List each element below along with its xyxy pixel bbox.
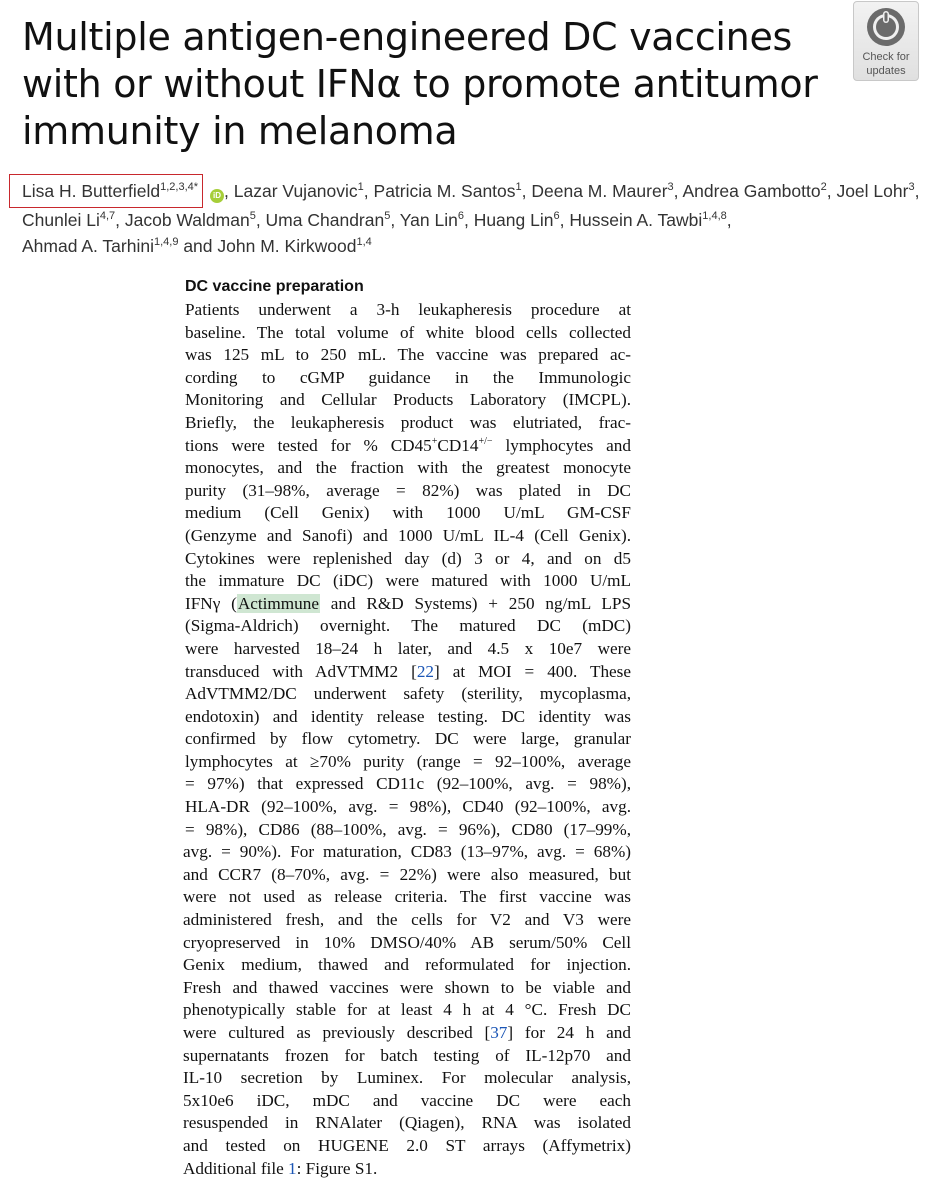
title-line: with or without IFNα to promote antitumor [22, 62, 818, 106]
text-fragment: ] for 24 h and [507, 1023, 631, 1042]
author-name[interactable]: Andrea Gambotto [682, 181, 821, 201]
text-line: (Sigma-Aldrich) overnight. The matured DC (mDC) [185, 616, 631, 636]
text-line [183, 1022, 631, 1045]
text-line: Cytokines were replenished day (d) 3 or 4, and on d5 [185, 548, 631, 568]
author-affiliation: 4,7 [99, 210, 116, 222]
author-affiliation: 1 [515, 181, 522, 193]
text-line: HLA-DR (92–100%, avg. = 98%), CD40 (92–100%, avg. [185, 797, 631, 817]
author-name[interactable]: Hussein A. Tawbi [569, 210, 703, 230]
text-fragment: tions were tested for % CD45 [185, 435, 432, 455]
highlighted-term[interactable]: Actimmune [237, 593, 319, 613]
badge-label-line1: Check for [862, 51, 910, 63]
text-fragment: IFNγ ( [185, 593, 237, 613]
text-line: resuspended in RNAlater (Qiagen), RNA was isolated [183, 1113, 631, 1133]
author-name[interactable]: Yan Lin [399, 210, 458, 230]
text-line: Genix medium, thawed and reformulated for injection. [183, 955, 631, 975]
author-affiliation: 6 [457, 210, 464, 222]
text-line: supernatants frozen for batch testing of IL-12p70 and [183, 1045, 631, 1065]
author-affiliation: 3 [667, 181, 674, 193]
text-fragment: CD14 [437, 435, 479, 455]
author-affiliation: 6 [553, 210, 560, 222]
text-line: cording to cGMP guidance in the Immunologic [185, 367, 631, 387]
author-name[interactable]: John M. Kirkwood [217, 236, 357, 256]
author-affiliation: 1,4,8 [702, 210, 727, 222]
author-affiliation: 1 [357, 181, 364, 193]
text-line: the immature DC (iDC) were matured with 1000 U/mL [185, 571, 631, 591]
author-name[interactable]: Uma Chandran [265, 210, 385, 230]
methods-section [185, 277, 631, 1180]
text-line: Monitoring and Cellular Products Laboratory (IMCPL). [185, 390, 631, 410]
citation-link[interactable]: 37 [490, 1023, 508, 1042]
text-fragment: : Figure S1. [296, 1158, 378, 1178]
author-affiliation: 5 [249, 210, 256, 222]
text-line: = 97%) that expressed CD11c (92–100%, avg. = 98%), [185, 774, 631, 794]
author-name[interactable]: Patricia M. Santos [373, 181, 516, 201]
text-line: 5x10e6 iDC, mDC and vaccine DC were each [183, 1090, 631, 1110]
author-name[interactable]: Joel Lohr [836, 181, 909, 201]
text-line: endotoxin) and identity release testing. DC identity was [185, 706, 631, 726]
author-affiliation: 2 [820, 181, 827, 193]
text-line: purity (31–98%, average = 82%) was plated in DC [185, 480, 631, 500]
text-line: Fresh and thawed vaccines were shown to be viable and [183, 977, 631, 997]
title-line: Multiple antigen-engineered DC vaccines [22, 15, 793, 59]
figure-link[interactable]: 1 [288, 1158, 297, 1178]
section-heading: DC vaccine preparation [185, 278, 364, 295]
orcid-icon[interactable]: iD [210, 189, 224, 203]
text-line: medium (Cell Genix) with 1000 U/mL GM-CSF [185, 503, 631, 523]
text-line: were harvested 18–24 h later, and 4.5 x 10e7 were [185, 638, 631, 658]
text-line: (Genzyme and Sanofi) and 1000 U/mL IL-4 (Cell Genix). [185, 525, 631, 545]
section-body [185, 299, 631, 1180]
text-line [185, 661, 631, 684]
text-fragment: ] at MOI = 400. These [434, 661, 632, 681]
text-line [183, 1158, 631, 1181]
text-line: Patients underwent a 3-h leukapheresis procedure at [185, 300, 631, 319]
author-line: Chunlei Li$^{4,7}$, Jacob Waldman$^5$, Uma Chandran$^5$, Yan Lin$^6$, Huang Lin$^6$, Hussein A. Tawbi$^{1,4,8}$, [22, 210, 732, 230]
citation-link[interactable]: 22 [416, 661, 435, 681]
text-fragment: transduced with AdVTMM2 [ [185, 661, 417, 681]
author-name: Lisa H. Butterfield [22, 181, 161, 201]
text-superscript: +/− [478, 435, 493, 447]
highlighted-author[interactable] [10, 175, 202, 207]
author-name[interactable]: Deena M. Maurer [531, 181, 668, 201]
check-for-updates-icon [866, 7, 906, 49]
text-line: lymphocytes at ≥70% purity (range = 92–100%, average [185, 751, 631, 771]
text-line: Briefly, the leukapheresis product was elutriated, frac- [185, 412, 631, 432]
article-title [22, 14, 842, 155]
author-affiliation: 3 [908, 181, 915, 193]
text-line: AdVTMM2/DC underwent safety (sterility, mycoplasma, [185, 684, 631, 704]
text-line: monocytes, and the fraction with the greatest monocyte [185, 458, 631, 478]
text-line: IL-10 secretion by Luminex. For molecular analysis, [183, 1068, 631, 1088]
text-line [185, 593, 631, 616]
author-affiliation: 1,2,3,4* [160, 181, 199, 193]
author-name[interactable]: Chunlei Li [22, 210, 100, 230]
text-superscript: + [431, 435, 438, 447]
check-for-updates-badge[interactable] [853, 1, 919, 81]
author-name[interactable]: Lazar Vujanovic [233, 181, 358, 201]
text-fragment: lymphocytes and [492, 435, 631, 455]
text-line: confirmed by flow cytometry. DC were large, granular [185, 729, 631, 749]
author-line [22, 233, 922, 259]
authors-conjunction: and [183, 236, 213, 256]
author-affiliation: 1,4,9 [153, 236, 179, 248]
author-name[interactable]: Huang Lin [473, 210, 554, 230]
text-line: and CCR7 (8–70%, avg. = 22%) were also measured, but [183, 864, 631, 884]
title-line: immunity in melanoma [22, 109, 458, 153]
author-name[interactable]: Ahmad A. Tarhini [22, 236, 154, 256]
text-fragment: and R&D Systems) + 250 ng/mL LPS [319, 593, 632, 613]
text-line: and tested on HUGENE 2.0 ST arrays (Affymetrix) [183, 1135, 631, 1155]
text-line: baseline. The total volume of white blood cells collected [185, 322, 631, 342]
author-name[interactable]: Jacob Waldman [124, 210, 250, 230]
text-fragment: Additional file [183, 1158, 289, 1178]
text-line: avg. = 90%). For maturation, CD83 (13–97%, avg. = 68%) [183, 842, 631, 862]
author-line: Lisa H. Butterfield$^{1,2,3,4*}$iD , Lazar Vujanovic$^1$, Patricia M. Santos$^1$, Deena M. Maurer$^3$, Andrea Gambotto$^2$, Joel Lohr$^3$, [22, 175, 922, 207]
author-list [22, 175, 922, 259]
author-affiliation: 5 [384, 210, 391, 222]
badge-label-line2: updates [866, 65, 906, 77]
text-fragment: were cultured as previously described [ [183, 1023, 491, 1042]
author-affiliation: 1,4 [356, 236, 372, 248]
text-line: administered fresh, and the cells for V2 and V3 were [183, 910, 631, 930]
text-line: phenotypically stable for at least 4 h at 4 °C. Fresh DC [183, 1000, 631, 1020]
text-line: = 98%), CD86 (88–100%, avg. = 96%), CD80 (17–99%, [185, 819, 631, 839]
text-line [185, 435, 631, 458]
text-line: were not used as release criteria. The first vaccine was [183, 887, 631, 907]
text-line: cryopreserved in 10% DMSO/40% AB serum/50% Cell [183, 932, 631, 952]
text-line: was 125 mL to 250 mL. The vaccine was prepared ac- [185, 345, 631, 365]
